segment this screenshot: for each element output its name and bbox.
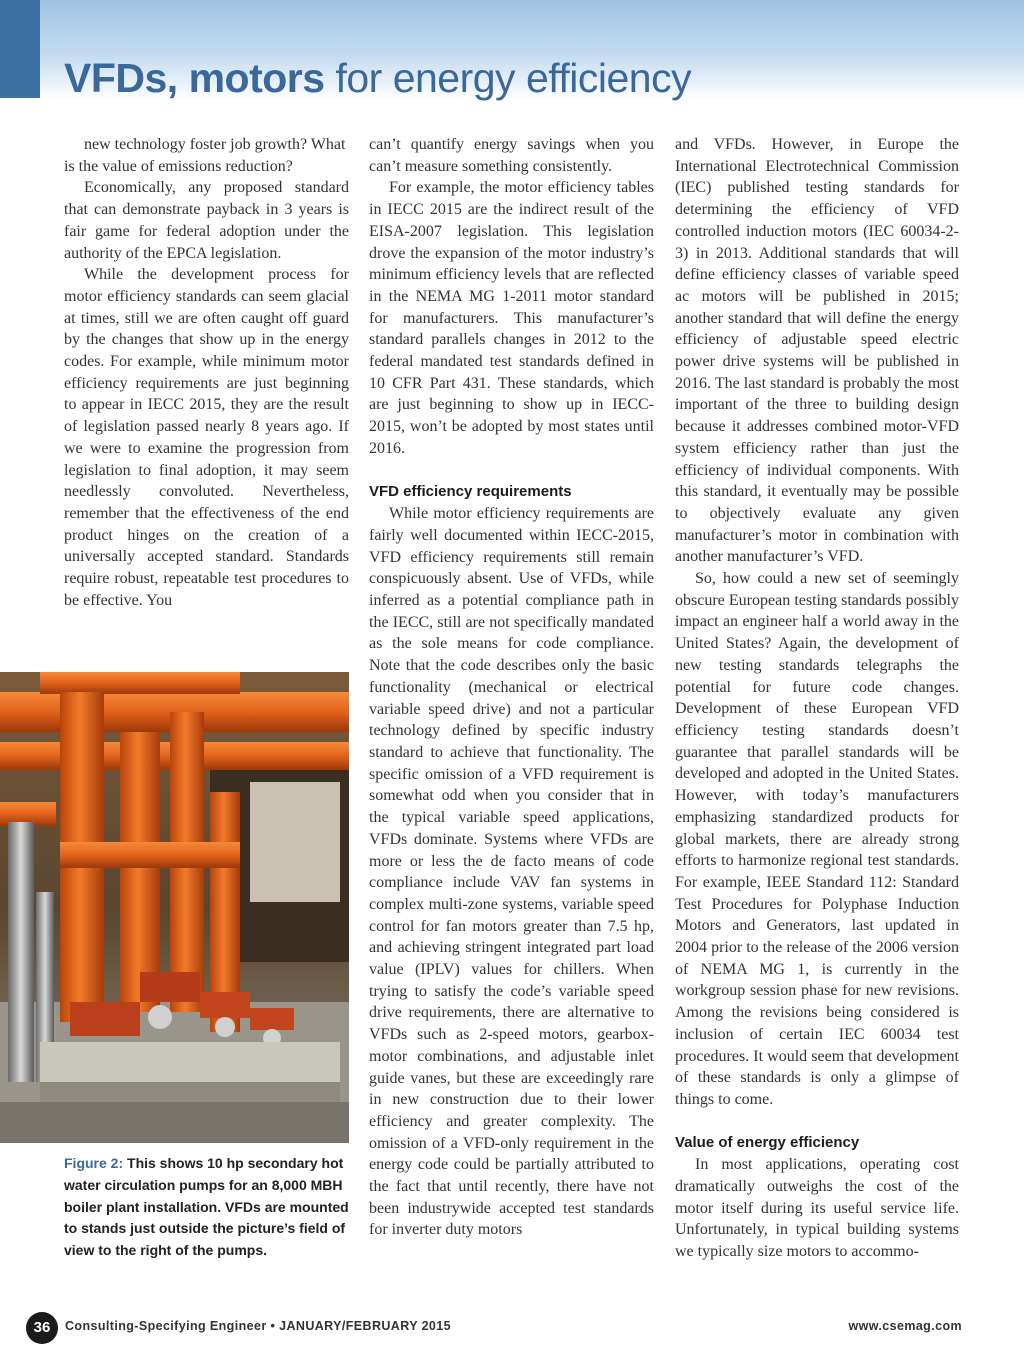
- figure-caption-text: This shows 10 hp secondary hot water circulation pumps for an 8,000 MBH boiler plant installation. VFDs are mounted to stands just outside the picture’s field of view to the right of the pumps.: [64, 1155, 349, 1259]
- title-bold: VFDs, motors: [64, 55, 325, 101]
- page-title: [64, 56, 691, 101]
- paragraph: In most applications, operating cost dramatically outweighs the cost of the motor itself during its useful service life. Unfortunately, in typical building systems we typically size motors to accommo-: [675, 1156, 959, 1261]
- paragraph: While the development process for motor efficiency standards can seem glacial at times, still we are often caught off guard by the changes that show up in the energy codes. For example, while minimum motor efficiency requirements are just beginning to appear in IECC 2015, they are the result of legislation passed nearly 8 years ago. If we were to examine the progression from legislation to final adoption, it may seem needlessly convoluted. Nevertheless, remember that the effectiveness of the end product hinges on the creation of a universally accepted standard. Standards require robust, repeatable test procedures to be effective. You: [64, 266, 349, 609]
- paragraph: So, how could a new set of seemingly obscure European testing standards possibly impact an engineer half a world away in the United States? Again, the development of new testing standards telegraphs the potential for future code changes. Development of these European VFD efficiency testing standards doesn’t guarantee that parallel standards will be developed and adopted in the United States. However, with today’s manufacturers emphasizing standardized products for global markets, there are already strong efforts to harmonize regional test standards. For example, IEEE Standard 112: Standard Test Procedures for Polyphase Induction Motors and Generators, last updated in 2004 prior to the release of the 2006 version of NEMA MG 1, is currently in the workgroup session phase for new revisions. Among the revisions being considered is inclusion of certain IEC 60034 test procedures. It would seem that development of these standards is only a glimpse of things to come.: [675, 570, 959, 1108]
- photo-illustration: [0, 672, 349, 1143]
- subhead-vfd-efficiency: VFD efficiency requirements: [369, 482, 572, 500]
- paragraph: Economically, any proposed standard that can demonstrate payback in 3 years is fair game for federal adoption under the authority of the EPCA legislation.: [64, 179, 349, 262]
- column-2: [369, 134, 654, 1241]
- boiler-plant-photo: [0, 672, 349, 1143]
- pullquote: new technology foster job growth? What is the value of emissions reduction?: [64, 136, 346, 175]
- column-1: [64, 134, 349, 611]
- paragraph: While motor efficiency requirements are fairly well documented within IECC-2015, VFD efficiency requirements still remain conspicuously absent. Use of VFDs, while inferred as a potential compliance path in the IECC, still are not specifically mandated as the sole means for code compliance. Note that the code describes only the basic functionality (mechanical or electrical variable speed drive) and not a particular technology defined by specific industry standard to achieve that functionality. The specific omission of a VFD requirement is somewhat odd when you consider that in the typical variable speed applications, VFDs dominate. Systems where VFDs are more or less the de facto means of code compliance include VAV fan systems in complex multi-zone systems, variable speed control for fan motors greater than 7.5 hp, and achieving stringent integrated part load value (IPLV) values for chillers. When trying to satisfy the code’s variable speed drive requirements, there are alternative to VFDs such as 2-speed motors, gearbox-motor combinations, and adjustable inlet guide vanes, but these are exceedingly rare in new construction due to their lower efficiency and greater complexity. The omission of a VFD-only requirement in the energy code could be partially attributed to the fact that until recently, there have not been industrywide accepted test standards for inverter duty motors: [369, 505, 654, 1239]
- paragraph: can’t quantify energy savings when you can’t measure something consistently.: [369, 136, 654, 175]
- paragraph: and VFDs. However, in Europe the International Electrotechnical Commission (IEC) published testing standards for determining the efficiency of VFD controlled induction motors (IEC 60034-2-3) in 2013. Additional standards that will define efficiency classes of variable speed ac motors will be published in 2015; another standard that will define the energy efficiency of adjustable speed electric power drive systems will be published in 2016. The last standard is probably the most important of the three to building design because it addresses combined motor-VFD system efficiency rather than just the efficiency of individual components. With this standard, it eventually may be possible to objectively evaluate any given manufacturer’s motor in combination with another manufacturer’s VFD.: [675, 136, 959, 566]
- page-number-badge: 36: [26, 1312, 58, 1344]
- figure-label: Figure 2:: [64, 1155, 124, 1171]
- title-light: for energy efficiency: [335, 55, 692, 101]
- footer-publication: Consulting-Specifying Engineer • JANUARY/FEBRUARY 2015: [65, 1319, 451, 1333]
- figure-caption: [64, 1153, 349, 1262]
- paragraph: For example, the motor efficiency tables in IECC 2015 are the indirect result of the EISA-2007 legislation. This legislation drove the expansion of the motor industry’s minimum efficiency levels that are reflected in the NEMA MG 1-2011 motor standard for manufacturers. This manufacturer’s standard parallels changes in 2012 to the federal mandated test standards defined in 10 CFR Part 431. These standards, which are just beginning to show up in IECC-2015, won’t be adopted by most states until 2016.: [369, 179, 654, 457]
- subhead-value-energy-efficiency: Value of energy efficiency: [675, 1133, 860, 1151]
- column-3: [675, 134, 959, 1263]
- footer-url[interactable]: www.csemag.com: [848, 1319, 962, 1333]
- header-accent-tab: [0, 0, 40, 98]
